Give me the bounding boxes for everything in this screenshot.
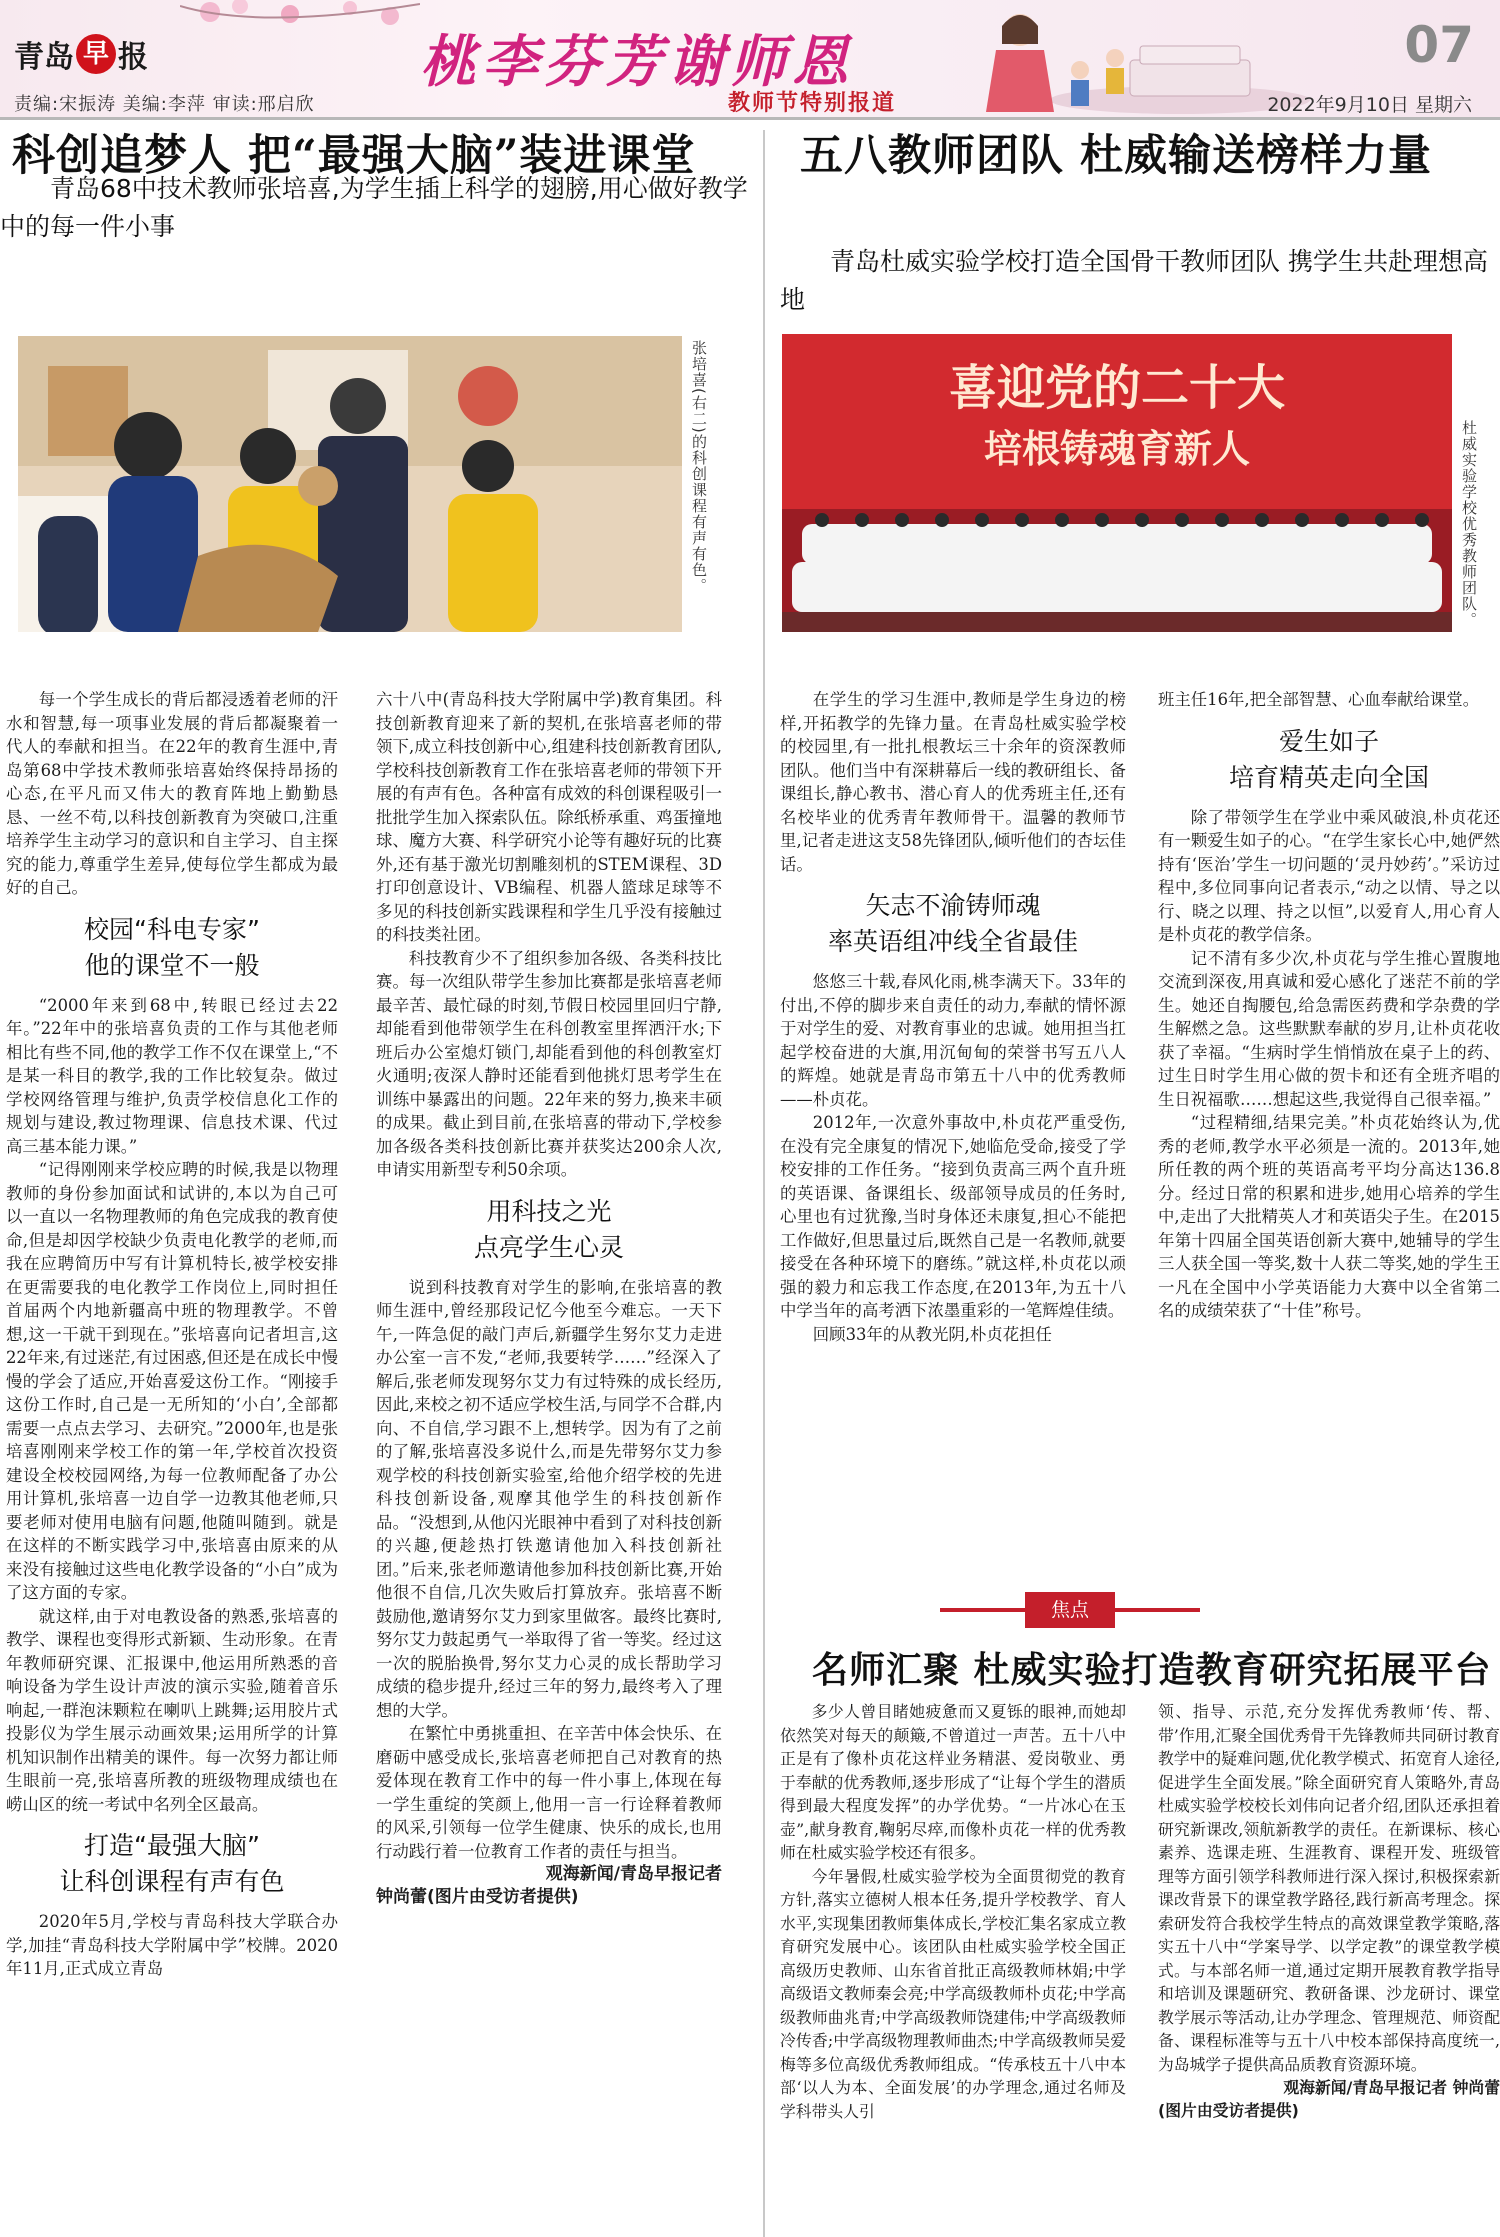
masthead xyxy=(0,0,1500,120)
paragraph: 在繁忙中勇挑重担、在辛苦中体会快乐、在磨砺中感受成长,张培喜老师把自己对教育的热爱体现在教育工作中的每一件小事上,体现在每一学生重绽的笑颜上,他用一言一行诠释着教师的风采,引领每一位学生健康、快乐的成长,也用行动践行着一位教育工作者的责任与担当。 xyxy=(376,1724,722,1861)
right-article-column-2 xyxy=(1158,688,1500,1538)
right-article-column-1 xyxy=(780,688,1126,1538)
paragraph: 多少人曾目睹她疲惫而又夏铄的眼神,而她却依然笑对每天的颠簸,不曾道过一声苦。五十八中正是有了像朴贞花这样业务精湛、爱岗敬业、勇于奉献的优秀教师,逐步形成了“让每个学生的潜质得到最大程度发挥”的办学优势。“一片冰心在玉壶”,献身教育,鞠躬尽瘁,而像朴贞花一样的优秀教师在杜威实验学校还有很多。 xyxy=(780,1702,1126,1862)
paragraph: 六十八中(青岛科技大学附属中学)教育集团。科技创新教育迎来了新的契机,在张培喜老师的带领下,成立科技创新中心,组建科技创新教育团队,学校科技创新教育工作在张培喜老师的带领下开展的有声有色。各种富有成效的科创课程吸引一批批学生加入探索队伍。除纸桥承重、鸡蛋撞地球、魔方大赛、科学研究小论等有趣好玩的比赛外,还有基于激光切割雕刻机的STEM课程、3D打印创意设计、VB编程、机器人篮球足球等不多见的科技创新实践课程和学生几乎没有接触过的科技类社团。 xyxy=(376,690,722,944)
section-heading xyxy=(376,1194,722,1266)
paragraph: “记得刚刚来学校应聘的时候,我是以物理教师的身份参加面试和试讲的,本以为自己可以一直以一名物理教师的角色完成我的教育使命,但是却因学校缺少负责电化教学的老师,而我在应聘简历中写有计算机特长,被学校安排在更需要我的电化教学工作岗位上,同时担任首届两个内地新疆高中班的物理教学。不曾想,这一干就干到现在。”张培喜向记者坦言,这22年来,有过迷茫,有过困惑,但还是在成长中慢慢的学会了适应,开始喜爱这份工作。“刚接手这份工作时,自己是一无所知的‘小白’,全部都需要一点点去学习、去研究。”2000年,也是张培喜刚刚来学校工作的第一年,学校首次投资建设全校校园网络,为每一位教师配备了办公用计算机,张培喜一边自学一边教其他老师,只要老师对使用电脑有问题,他随叫随到。就是在这样的不断实践学习中,张培喜由原来的从来没有接触过这些电化教学设备的“小白”成为了这方面的专家。 xyxy=(6,1160,338,1602)
paragraph: 领、指导、示范,充分发挥优秀教师‘传、帮、带’作用,汇聚全国优秀骨干先锋教师共同研讨教育教学中的疑难问题,优化教学模式、拓宽育人途径,促进学生全面发展。”除全面研究育人策略外,青岛杜威实验学校校长刘伟向记者介绍,团队还承担着研究新课改,领航新教学的责任。在新课标、核心素养、选课走班、生涯教育、课程开发、班级管理等方面引领学科教师进行深入探讨,积极探索新课改背景下的课堂教学路径,践行新高考理念。探索研发符合我校学生特点的高效课堂教学策略,落实五十八中“学案导学、以学定教”的课堂教学模式。与本部名师一道,通过定期开展教育教学指导和培训及课题研究、教研备课、沙龙研讨、课堂教学展示等活动,让办学理念、管理规范、师资配备、课程标准等与五十八中校本部保持高度统一,为岛城学子提供高品质教育资源环境。 xyxy=(1158,1702,1500,2074)
right-photo-caption: 杜威实验学校优秀教师团队。 xyxy=(1460,420,1478,628)
right-photo xyxy=(782,334,1452,632)
section-heading-line: 爱生如子 xyxy=(1278,726,1379,756)
section-heading-line: 打造“最强大脑” xyxy=(84,1831,260,1860)
paragraph: 在学生的学习生涯中,教师是学生身边的榜样,开拓教学的先锋力量。在青岛杜威实验学校的校园里,有一批扎根教坛三十余年的资深教师团队。他们当中有深耕幕后一线的教研组长、备课组长,静心教书、潜心育人的优秀班主任,还有名校毕业的优秀青年教师骨干。温馨的教师节里,记者走进这支58先锋团队,倾听他们的杏坛佳话。 xyxy=(780,690,1126,874)
section-heading-line: 用科技之光 xyxy=(486,1196,612,1226)
paper-name-right: 报 xyxy=(118,40,148,75)
paragraph: 2020年5月,学校与青岛科技大学联合办学,加挂“青岛科技大学附属中学”校牌。2020年11月,正式成立青岛 xyxy=(6,1912,338,1978)
focus-tag xyxy=(940,1592,1200,1628)
section-heading xyxy=(6,1828,338,1900)
right-headline: 五八教师团队 杜威输送榜样力量 xyxy=(800,131,1432,181)
editors-line: 责编:宋振涛 美编:李萍 审读:邢启欣 xyxy=(14,94,315,115)
column-divider xyxy=(763,130,765,2237)
section-heading-line: 校园“科电专家” xyxy=(84,914,260,944)
paragraph: 每一个学生成长的背后都浸透着老师的汗水和智慧,每一项事业发展的背后都凝聚着一代人的奉献和担当。在22年的教育生涯中,青岛第68中学技术教师张培喜始终保持昂扬的心态,在平凡而又伟大的教育阵地上勤勤恳恳、一丝不苟,以科技创新教育为突破口,注重培养学生主动学习的意识和自主学习、自主探究的能力,尊重学生差异,使每位学生都成为最好的自己。 xyxy=(6,690,338,897)
banner-line-2: 培根铸魂育新人 xyxy=(983,426,1251,471)
byline: 观海新闻/青岛早报记者 钟尚蕾 xyxy=(1283,2078,1500,2097)
left-headline: 科创追梦人 把“最强大脑”装进课堂 xyxy=(12,131,696,181)
left-photo xyxy=(18,336,682,632)
paper-name-left: 青岛 xyxy=(14,40,74,75)
paragraph: “2000年来到68中,转眼已经过去22年。”22年中的张培喜负责的工作与其他老师相比有些不同,他的教学工作不仅在课堂上,“不是某一科目的教学,我的工作比较复杂。做过学校网络管理与维护,负责学校信息化工作的规划与建设,教过物理课、信息技术课、代过高三基本能力课。” xyxy=(6,995,338,1156)
left-subhead: 青岛68中技术教师张培喜,为学生插上科学的翅膀,用心做好教学中的每一件小事 xyxy=(0,174,748,241)
section-heading xyxy=(6,912,338,984)
paragraph: 今年暑假,杜威实验学校为全面贯彻党的教育方针,落实立德树人根本任务,提升学校教学、育人水平,实现集团教师集体成长,学校汇集名家成立教育研究发展中心。该团队由杜威实验学校全国正高级历史教师、山东省首批正高级教师林娟;中学高级语文教师秦会亮;中学高级教师朴贞花;中学高级教师曲兆青;中学高级教师饶建伟;中学高级教师冷传香;中学高级物理教师曲杰;中学高级教师吴爱梅等多位高级优秀教师组成。“传承枝五十八中本部‘以人为本、全面发展’的办学理念,通过名师及学科带头人引 xyxy=(780,1866,1126,2121)
peach-blossom-decoration xyxy=(180,0,420,60)
section-heading-line: 培育精英走向全国 xyxy=(1228,762,1429,792)
banner-line-1: 喜迎党的二十大 xyxy=(948,360,1286,416)
paragraph: 回顾33年的从教光阴,朴贞花担任 xyxy=(812,1324,1052,1344)
paragraph: 除了带领学生在学业中乘风破浪,朴贞花还有一颗爱生如子的心。“在学生家长心中,她俨然持有‘医治’学生一切问题的‘灵丹妙药’。”采访过程中,多位同事向记者表示,“动之以情、导之以行、晓之以理、持之以恒”,以爱育人,用心育人是朴贞花的教学信条。 xyxy=(1158,807,1500,944)
photo-credit: (图片由受访者提供) xyxy=(1158,2101,1299,2120)
section-heading-line: 点亮学生心灵 xyxy=(473,1232,624,1262)
byline: 观海新闻/青岛早报记者 xyxy=(545,1864,722,1884)
paragraph: 说到科技教育对学生的影响,在张培喜的教师生涯中,曾经那段记忆今他至今难忘。一天下午,一阵急促的敲门声后,新疆学生努尔艾力走进办公室一言不发,“老师,我要转学……”经深入了解后,张老师发现努尔艾力有过特殊的成长经历,因此,来校之初不适应学校生活,与同学不合群,内向、不自信,学习跟不上,想转学。因为有了之前的了解,张培喜没多说什么,而是先带努尔艾力参观学校的科技创新实验室,给他介绍学校的先进科技创新设备,观摩其他学生的科技创新作品。“没想到,从他闪光眼神中看到了对科技创新的兴趣,便趁热打铁邀请他加入科技创新社团。”后来,张老师邀请他参加科技创新比赛,开始他很不自信,几次失败后打算放弃。张培喜不断鼓励他,邀请努尔艾力到家里做客。最终比赛时,努尔艾力鼓起勇气一举取得了省一等奖。经过这一次的脱胎换骨,努尔艾力心灵的成长帮助学习成绩的稳步提升,经过三年的努力,最终考入了理想的大学。 xyxy=(376,1277,722,1720)
section-heading-line: 他的课堂不一般 xyxy=(84,950,260,980)
focus-tag-label: 焦点 xyxy=(1025,1592,1115,1628)
page-number: 07 xyxy=(1404,16,1474,74)
photo-credit: 钟尚蕾(图片由受访者提供) xyxy=(376,1887,579,1907)
left-article-column-2 xyxy=(376,688,722,2237)
right-subhead: 青岛杜威实验学校打造全国骨干教师团队 携学生共赴理想高地 xyxy=(780,247,1488,314)
section-heading xyxy=(1158,724,1500,796)
paragraph: “过程精细,结果完美。”朴贞花始终认为,优秀的老师,教学水平必须是一流的。2013年,她所任教的两个班的英语高考平均分高达136.8分。经过日常的积累和进步,她用心培养的学生中,走出了大批精英人才和英语尖子生。在2015年第十四届全国英语创新大赛中,她辅导的学生三人获全国一等奖,数十人获二等奖,她的学生王一凡在全国中小学英语能力大赛中以全省第二名的成绩荣获了“十佳”称号。 xyxy=(1158,1113,1500,1320)
maker-classroom-photo xyxy=(18,336,682,632)
issue-date: 2022年9月10日 星期六 xyxy=(1267,94,1472,116)
paper-name-mid: 早 xyxy=(76,34,116,74)
section-heading-line: 率英语组冲线全省最佳 xyxy=(827,927,1078,956)
focus-headline: 名师汇聚 杜威实验打造教育研究拓展平台 xyxy=(812,1649,1492,1691)
section-heading-line: 让科创课程有声有色 xyxy=(59,1867,285,1896)
paragraph: 就这样,由于对电教设备的熟悉,张培喜的教学、课程也变得形式新颖、生动形象。在青年教师研究课、汇报课中,他运用所熟悉的音响设备为学生设计声波的演示实验,随着音乐响起,一群泡沫颗粒在喇叭上跳舞;运用胶片式投影仪为学生展示动画效果;运用所学的计算机知识制作出精美的课件。每一次努力都让师生眼前一亮,张培喜所教的班级物理成绩也在崂山区的统一考试中名列全区最高。 xyxy=(6,1606,338,1814)
left-article-column-1 xyxy=(6,688,338,2237)
teacher-illustration xyxy=(930,0,1310,120)
left-photo-caption: 张培喜(右二)的科创课程有声有色。 xyxy=(690,340,708,594)
paragraph: 2012年,一次意外事故中,朴贞花严重受伤,在没有完全康复的情况下,她临危受命,接受了学校安排的工作任务。“接到负责高三两个直升班的英语课、备课组长、级部领导成员的任务时,心里也有过犹豫,当时身体还未康复,担心不能把工作做好,但思量过后,既然自己是一名教师,就要接受在各种环境下的磨练。”就这样,朴贞花以顽强的毅力和忘我工作态度,在2013年,为五十八中学当年的高考洒下浓墨重彩的一笔辉煌佳绩。 xyxy=(780,1113,1126,1320)
paragraph: 班主任16年,把全部智慧、心血奉献给课堂。 xyxy=(1158,690,1480,709)
section-heading xyxy=(780,888,1126,960)
special-theme-title: 桃李芬芳谢师恩 xyxy=(420,29,854,95)
section-heading-line: 矢志不渝铸师魂 xyxy=(865,891,1041,920)
paragraph: 记不清有多少次,朴贞花与学生推心置腹地交流到深夜,用真诚和爱心感化了迷茫不前的学生。她还自掏腰包,给急需医药费和学杂费的学生解燃之急。这些默默奉献的岁月,让朴贞花收获了幸福。“生病时学生悄悄放在桌子上的药、过生日时学生用心做的贺卡和还有全班齐唱的生日祝福歌……想起这些,我觉得自己很幸福。” xyxy=(1158,948,1500,1109)
paragraph: 科技教育少不了组织参加各级、各类科技比赛。每一次组队带学生参加比赛都是张培喜老师最辛苦、最忙碌的时刻,节假日校园里回归宁静,却能看到他带领学生在科创教室里挥洒汗水;下班后办公室熄灯锁门,却能看到他的科创教室灯火通明;夜深人静时还能看到他挑灯思考学生在训练中暴露出的问题。22年来的努力,换来丰硕的成果。截止到目前,在张培喜的带动下,学校参加各级各类科技创新比赛并获奖达200余人次,申请实用新型专利50余项。 xyxy=(376,948,722,1179)
focus-article-column-2 xyxy=(1158,1700,1500,2237)
paragraph: 悠悠三十载,春风化雨,桃李满天下。33年的付出,不停的脚步来自责任的动力,奉献的情怀源于对学生的爱、对教育事业的忠诚。她用担当扛起学校奋进的大旗,用沉甸甸的荣誉书写五八人的辉煌。她就是青岛市第五十八中的优秀教师——朴贞花。 xyxy=(780,972,1126,1109)
focus-article-column-1 xyxy=(780,1700,1126,2237)
special-theme-subtitle: 教师节特别报道 xyxy=(728,91,897,116)
paper-logo xyxy=(14,32,148,76)
teacher-group-photo xyxy=(782,334,1452,632)
